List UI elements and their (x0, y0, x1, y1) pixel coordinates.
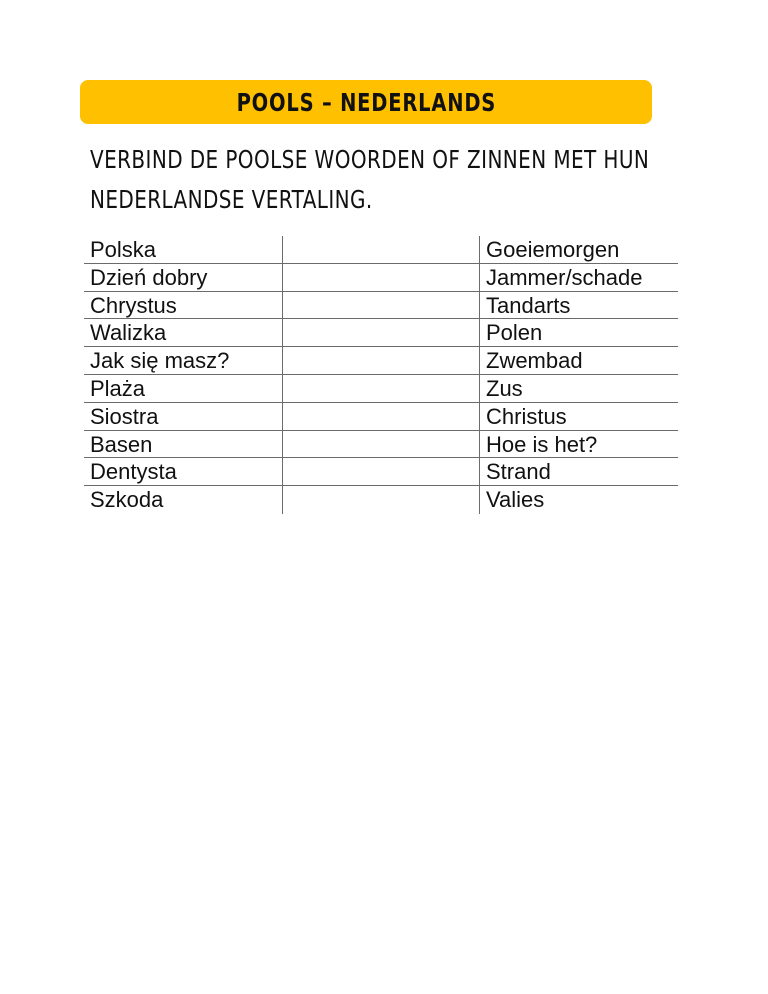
match-space (283, 264, 480, 291)
table-row (84, 375, 678, 403)
dutch-word: Strand (486, 459, 551, 485)
table-row (84, 458, 678, 486)
polish-word: Walizka (84, 319, 283, 346)
polish-word: Basen (84, 431, 283, 458)
dutch-word: Hoe is het? (486, 431, 598, 457)
match-space (283, 486, 480, 514)
polish-word: Dentysta (84, 458, 283, 485)
polish-word: Jak się masz? (84, 347, 283, 374)
match-space (283, 431, 480, 458)
table-row (84, 486, 678, 514)
match-space (283, 375, 480, 402)
dutch-word: Goeiemorgen (486, 237, 620, 262)
table-row (84, 403, 678, 431)
table-row (84, 431, 678, 459)
polish-word: Siostra (84, 403, 283, 430)
instruction-line-2: NEDERLANDSE VERTALING. (90, 185, 373, 214)
table-row (84, 319, 678, 347)
polish-word: Chrystus (84, 292, 283, 319)
dutch-word: Valies (486, 487, 545, 513)
title-banner (80, 80, 652, 124)
table-row (84, 236, 678, 264)
dutch-word: Polen (486, 320, 543, 346)
match-space (283, 403, 480, 430)
match-space (283, 292, 480, 319)
table-row (84, 292, 678, 320)
match-space (283, 319, 480, 346)
polish-word: Plaża (84, 375, 283, 402)
instruction-line-1: VERBIND DE POOLSE WOORDEN OF ZINNEN MET HUN (90, 145, 650, 174)
polish-word: Szkoda (84, 486, 283, 514)
match-space (283, 236, 480, 263)
matching-table (84, 236, 678, 514)
page-title: POOLS – NEDERLANDS (236, 87, 496, 117)
dutch-word: Jammer/schade (486, 264, 643, 290)
table-row (84, 264, 678, 292)
match-space (283, 458, 480, 485)
match-space (283, 347, 480, 374)
table-row (84, 347, 678, 375)
dutch-word: Zus (486, 375, 523, 401)
instruction-text (90, 140, 650, 220)
polish-word: Polska (84, 236, 283, 263)
polish-word: Dzień dobry (84, 264, 283, 291)
dutch-word: Christus (486, 403, 567, 429)
dutch-word: Zwembad (486, 348, 583, 374)
dutch-word: Tandarts (486, 292, 571, 318)
